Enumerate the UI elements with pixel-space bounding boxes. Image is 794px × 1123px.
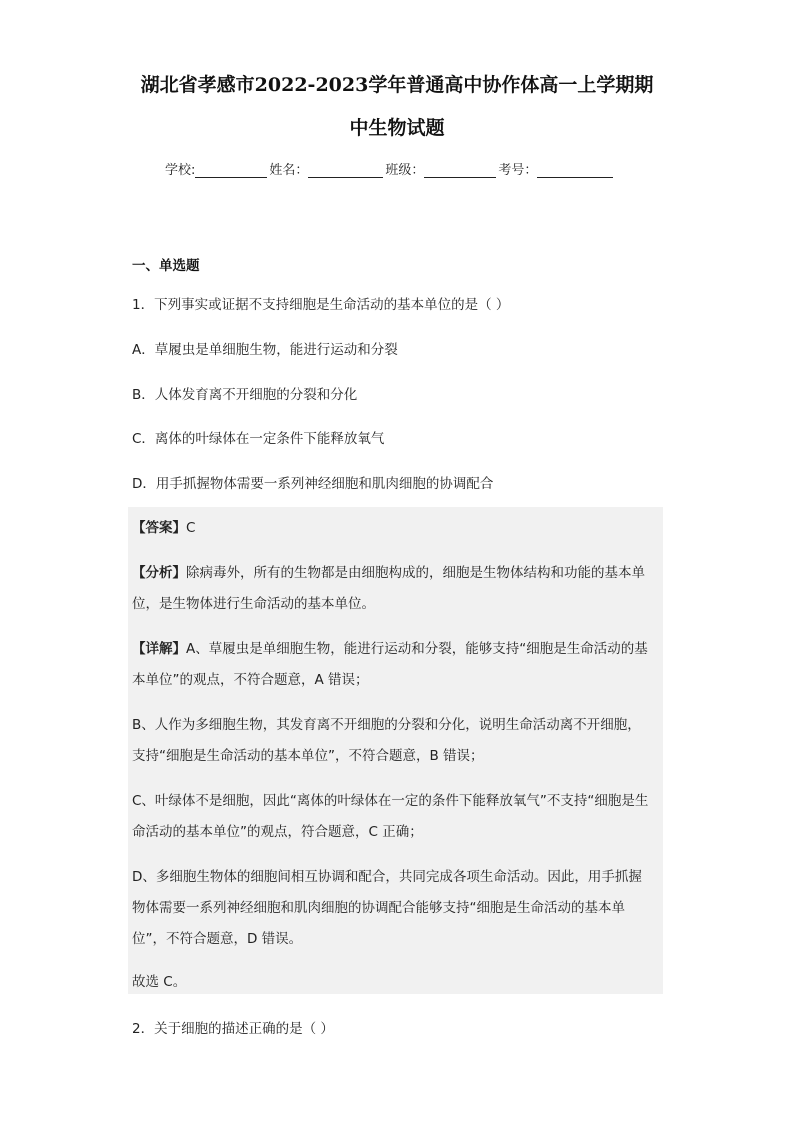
exam-title-line-1: 湖北省孝感市2022-2023学年普通高中协作体高一上学期期 [140,74,654,96]
question-1-stem: 1．下列事实或证据不支持细胞是生命活动的基本单位的是（ ） [132,297,510,313]
question-1-option-d: D．用手抓握物体需要一系列神经细胞和肌肉细胞的协调配合 [132,476,494,492]
name-label: 姓名： [269,163,309,178]
question-2-stem: 2．关于细胞的描述正确的是（ ） [132,1021,334,1037]
student-info-row [165,159,615,178]
analysis-line-2: 位，是生物体进行生命活动的基本单位。 [132,596,375,612]
answer-line [132,516,195,536]
answer-value: C [186,520,196,536]
detail-b-line-1: B、人作为多细胞生物，其发育离不开细胞的分裂和分化，说明生命活动离不开细胞， [132,717,641,733]
detail-tag: 【详解】 [132,641,186,657]
detail-d-line-1: D、多细胞生物体的细胞间相互协调和配合，共同完成各项生命活动。因此，用手抓握 [132,869,642,885]
analysis-tag: 【分析】 [132,565,186,581]
detail-conclusion: 故选 C。 [132,974,187,990]
class-label: 班级： [385,163,425,178]
section-title: 一、单选题 [132,258,200,274]
detail-c-line-2: 命活动的基本单位”的观点，符合题意，C 正确； [132,824,423,840]
question-1-option-b: B．人体发育离不开细胞的分裂和分化 [132,387,358,403]
exam-title-line-2: 中生物试题 [349,117,445,139]
school-blank[interactable] [195,163,267,178]
detail-c-line-1: C、叶绿体不是细胞，因此“离体的叶绿体在一定的条件下能释放氧气”不支持“细胞是生 [132,793,649,809]
school-label: 学校: [165,163,196,178]
detail-d-line-3: 位”，不符合题意，D 错误。 [132,931,303,947]
exam-number-blank[interactable] [537,163,613,178]
analysis-text-1: 除病毒外，所有的生物都是由细胞构成的，细胞是生物体结构和功能的基本单 [186,565,645,581]
detail-a-text-1: A、草履虫是单细胞生物，能进行运动和分裂，能够支持“细胞是生命活动的基 [186,641,648,657]
analysis-line-1 [132,561,645,581]
exam-number-label: 考号： [498,163,538,178]
answer-tag: 【答案】 [132,520,186,536]
question-1-option-a: A．草履虫是单细胞生物，能进行运动和分裂 [132,342,398,358]
detail-d-line-2: 物体需要一系列神经细胞和肌肉细胞的协调配合能够支持“细胞是生命活动的基本单 [132,900,625,916]
detail-a-line-2: 本单位”的观点，不符合题意，A 错误； [132,672,369,688]
detail-b-line-2: 支持“细胞是生命活动的基本单位”，不符合题意，B 错误； [132,748,484,764]
name-blank[interactable] [308,163,383,178]
question-1-option-c: C．离体的叶绿体在一定条件下能释放氧气 [132,431,385,447]
detail-line-1 [132,637,648,657]
class-blank[interactable] [424,163,496,178]
